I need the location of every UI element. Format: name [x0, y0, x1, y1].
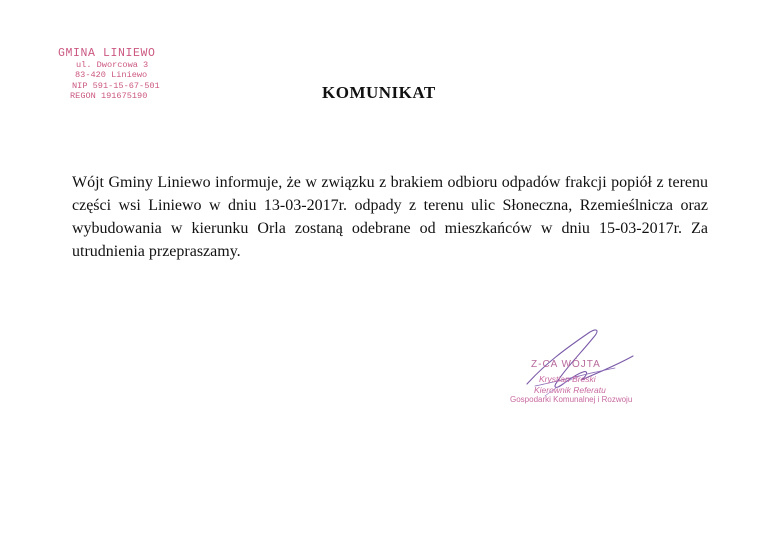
signature-block [505, 324, 665, 424]
stamp-regon: REGON 191675190 [70, 91, 148, 101]
stamp-address: ul. Dworcowa 3 [76, 59, 149, 70]
office-stamp [56, 49, 186, 102]
stamp-postal: 83-420 Liniewo [75, 70, 148, 80]
signature-stamp-title: Z-CA WÓJTA [531, 359, 601, 370]
document-title: KOMUNIKAT [322, 83, 436, 102]
signature-stamp-department: Gospodarki Komunalnej i Rozwoju [510, 395, 633, 404]
stamp-nip: NIP 591-15-67-501 [72, 80, 160, 91]
announcement-body: Wójt Gminy Liniewo informuje, że w związku z brakiem odbioru odpadów frakcji popiół z terenu części wsi Liniewo w dniu 13-03-2017r. odpady z terenu ulic Słoneczna, Rzemieślnicza oraz wybudowania w kierunku Orla zostaną odebrane od mieszkańców w dniu 15-03-2017r. Za utrudnienia przepraszamy. [72, 174, 708, 260]
stamp-office-name: GMINA LINIEWO [58, 47, 156, 60]
signature-stamp-role: Kierownik Referatu [534, 385, 606, 395]
signature-stamp-name: Krystian Breski [539, 374, 596, 384]
